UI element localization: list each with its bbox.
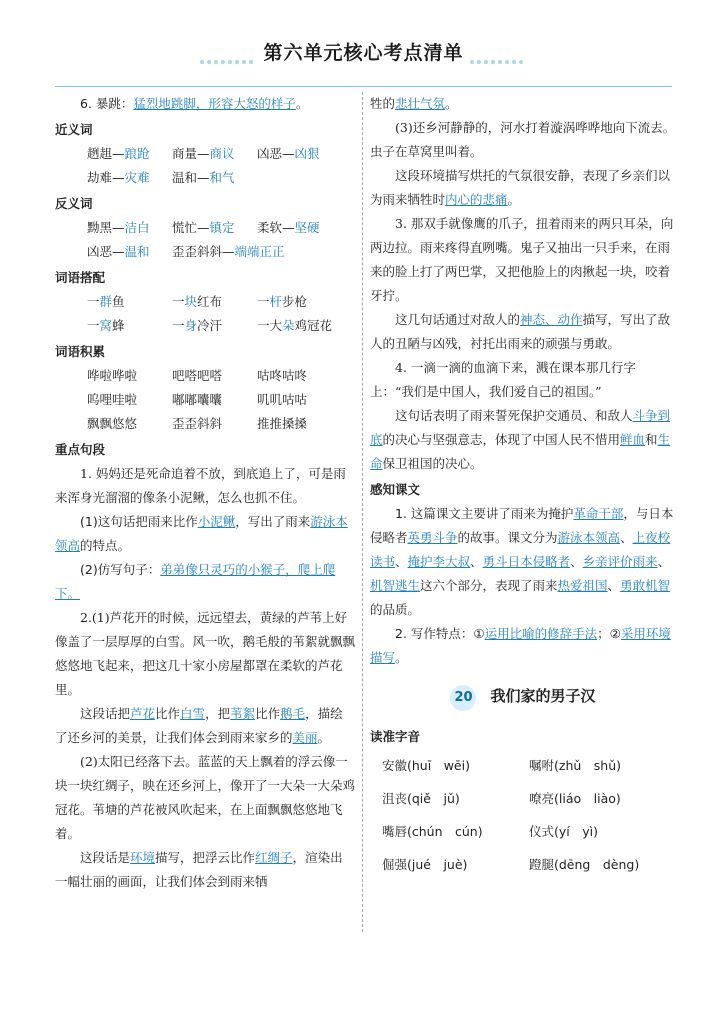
perceive-item-1: 1. 这篇课文主要讲了雨来为掩护革命干部，与日本侵略者英勇斗争的故事。课文分为游泳本领高、上夜校读书、掩护李大叔、勇斗日本侵略者、乡亲评价雨来、机智逃生这六个部分，表现了雨来热爱祖国、勇敢机智的品质。 — [370, 506, 674, 617]
collocation-row: 一群鱼 一块红布 一杆步枪 — [87, 294, 308, 309]
page-title: 第六单元核心考点清单 — [263, 42, 464, 64]
perceive-item-2: 2. 写作特点：①运用比喻的修辞手法；②采用环境描写。 — [370, 626, 671, 665]
accumulation-heading: 词语积累 — [55, 344, 106, 359]
key-sentence-5-q: 这几句话通过对敌人的神态、动作描写，写出了敌人的丑陋与凶残，衬托出雨来的顽强与勇敢。 — [370, 312, 671, 351]
lesson-title-text: 我们家的男子汉 — [490, 687, 596, 705]
header-rule — [55, 86, 672, 87]
key-sentence-5: 3. 那双手就像鹰的爪子，扭着雨来的两只耳朵，向两边拉。雨来疼得直咧嘴。鬼子又抽出一只手来，在雨来的脸上打了两巴掌，又把他脸上的肉揪起一块，咬着牙拧。 — [370, 216, 674, 303]
page-header — [0, 0, 727, 88]
key-sentence-4: (3)还乡河静静的，河水打着漩涡哗哗地向下流去。虫子在草窝里叫着。 — [370, 120, 676, 159]
accumulation-row: 哗啦哗啦 吧嗒吧嗒 咕咚咕咚 — [87, 368, 308, 383]
synonyms-row: 趔趄—踉跄 商量—商议 凶恶—凶狠 — [87, 146, 320, 161]
key-sentence-1-q1: (1)这句话把雨来比作小泥鳅，写出了雨来游泳本领高的特点。 — [55, 514, 348, 553]
lesson-title — [370, 684, 676, 711]
key-sentence-6: 4. 一滴一滴的血滴下来，溅在课本那几行字上：“我们是中国人，我们爱自己的祖国。” — [370, 360, 636, 399]
lesson-number-badge: 20 — [450, 685, 476, 711]
key-sentence-3: (2)太阳已经落下去。蓝蓝的天上飘着的浮云像一块一块红绸子，映在还乡河上，像开了一大朵一大朵鸡冠花。苇塘的芦花被风吹起来，在上面飘飘悠悠地飞着。 — [55, 754, 356, 841]
key-sentences-heading: 重点句段 — [55, 442, 106, 457]
column-divider — [362, 92, 363, 932]
pronounce-heading: 读准字音 — [370, 729, 421, 744]
pinyin-row: 嘴唇(chún cún) 仪式(yí yì) — [382, 824, 598, 839]
antonyms-row: 凶恶—温和 歪歪斜斜—端端正正 — [87, 244, 285, 259]
collocation-heading: 词语搭配 — [55, 270, 106, 285]
accumulation-row: 飘飘悠悠 歪歪斜斜 推推搡搡 — [87, 416, 308, 431]
collocation-row: 一窝蜂 一身冷汗 一大朵鸡冠花 — [87, 318, 333, 333]
right-column — [370, 92, 676, 881]
antonyms-heading: 反义词 — [55, 196, 93, 211]
perceive-heading: 感知课文 — [370, 482, 421, 497]
synonyms-heading: 近义词 — [55, 122, 93, 137]
key-sentence-4-q: 这段环境描写烘托的气氛很安静，表现了乡亲们以为雨来牺牲时内心的悲痛。 — [370, 168, 671, 207]
key-sentence-1: 1. 妈妈还是死命追着不放，到底追上了，可是雨来浑身光溜溜的像条小泥鳅，怎么也抓不住。 — [55, 466, 346, 505]
antonyms-row: 黝黑—洁白 慌忙—镇定 柔软—坚硬 — [87, 220, 320, 235]
key-sentence-6-q: 这句话表明了雨来誓死保护交通员、和敌人斗争到底的决心与坚强意志，体现了中国人民不惜用鲜血和生命保卫祖国的决心。 — [370, 408, 671, 471]
key-sentence-3-q: 这段话是环境描写，把浮云比作红绸子，渲染出一幅壮丽的画面，让我们体会到雨来牺 — [55, 850, 343, 889]
left-column — [55, 92, 355, 894]
key-sentence-1-q2: (2)仿写句子：弟弟像只灵巧的小猴子，爬上爬下。 — [55, 562, 336, 601]
pinyin-row: 倔强(jué juè) 蹬腿(dēng dèng) — [382, 857, 640, 872]
header-dots-right — [470, 49, 526, 55]
accumulation-row: 呜哩哇啦 嘟嘟囔囔 叽叽咕咕 — [87, 392, 308, 407]
continued-text: 牲的悲壮气氛。 — [370, 96, 458, 111]
pinyin-row: 沮丧(qiě jǔ) 嘹亮(liáo liào) — [382, 791, 621, 806]
synonyms-row: 劫难—灾难 温和—和气 — [87, 170, 235, 185]
pinyin-row: 安徽(huī wēi) 嘱咐(zhǔ shǔ) — [382, 758, 622, 773]
item-6: 6. 暴跳：猛烈地跳脚，形容大怒的样子。 — [80, 96, 309, 111]
key-sentence-2-q: 这段话把芦花比作白雪，把苇絮比作鹅毛，描绘了还乡河的美景，让我们体会到雨来家乡的美丽。 — [55, 706, 343, 745]
key-sentence-2: 2.(1)芦花开的时候，远远望去，黄绿的芦苇上好像盖了一层厚厚的白雪。风一吹，鹅毛般的苇絮就飘飘悠悠地飞起来，把这几十家小房屋都罩在柔软的芦花里。 — [55, 610, 356, 697]
